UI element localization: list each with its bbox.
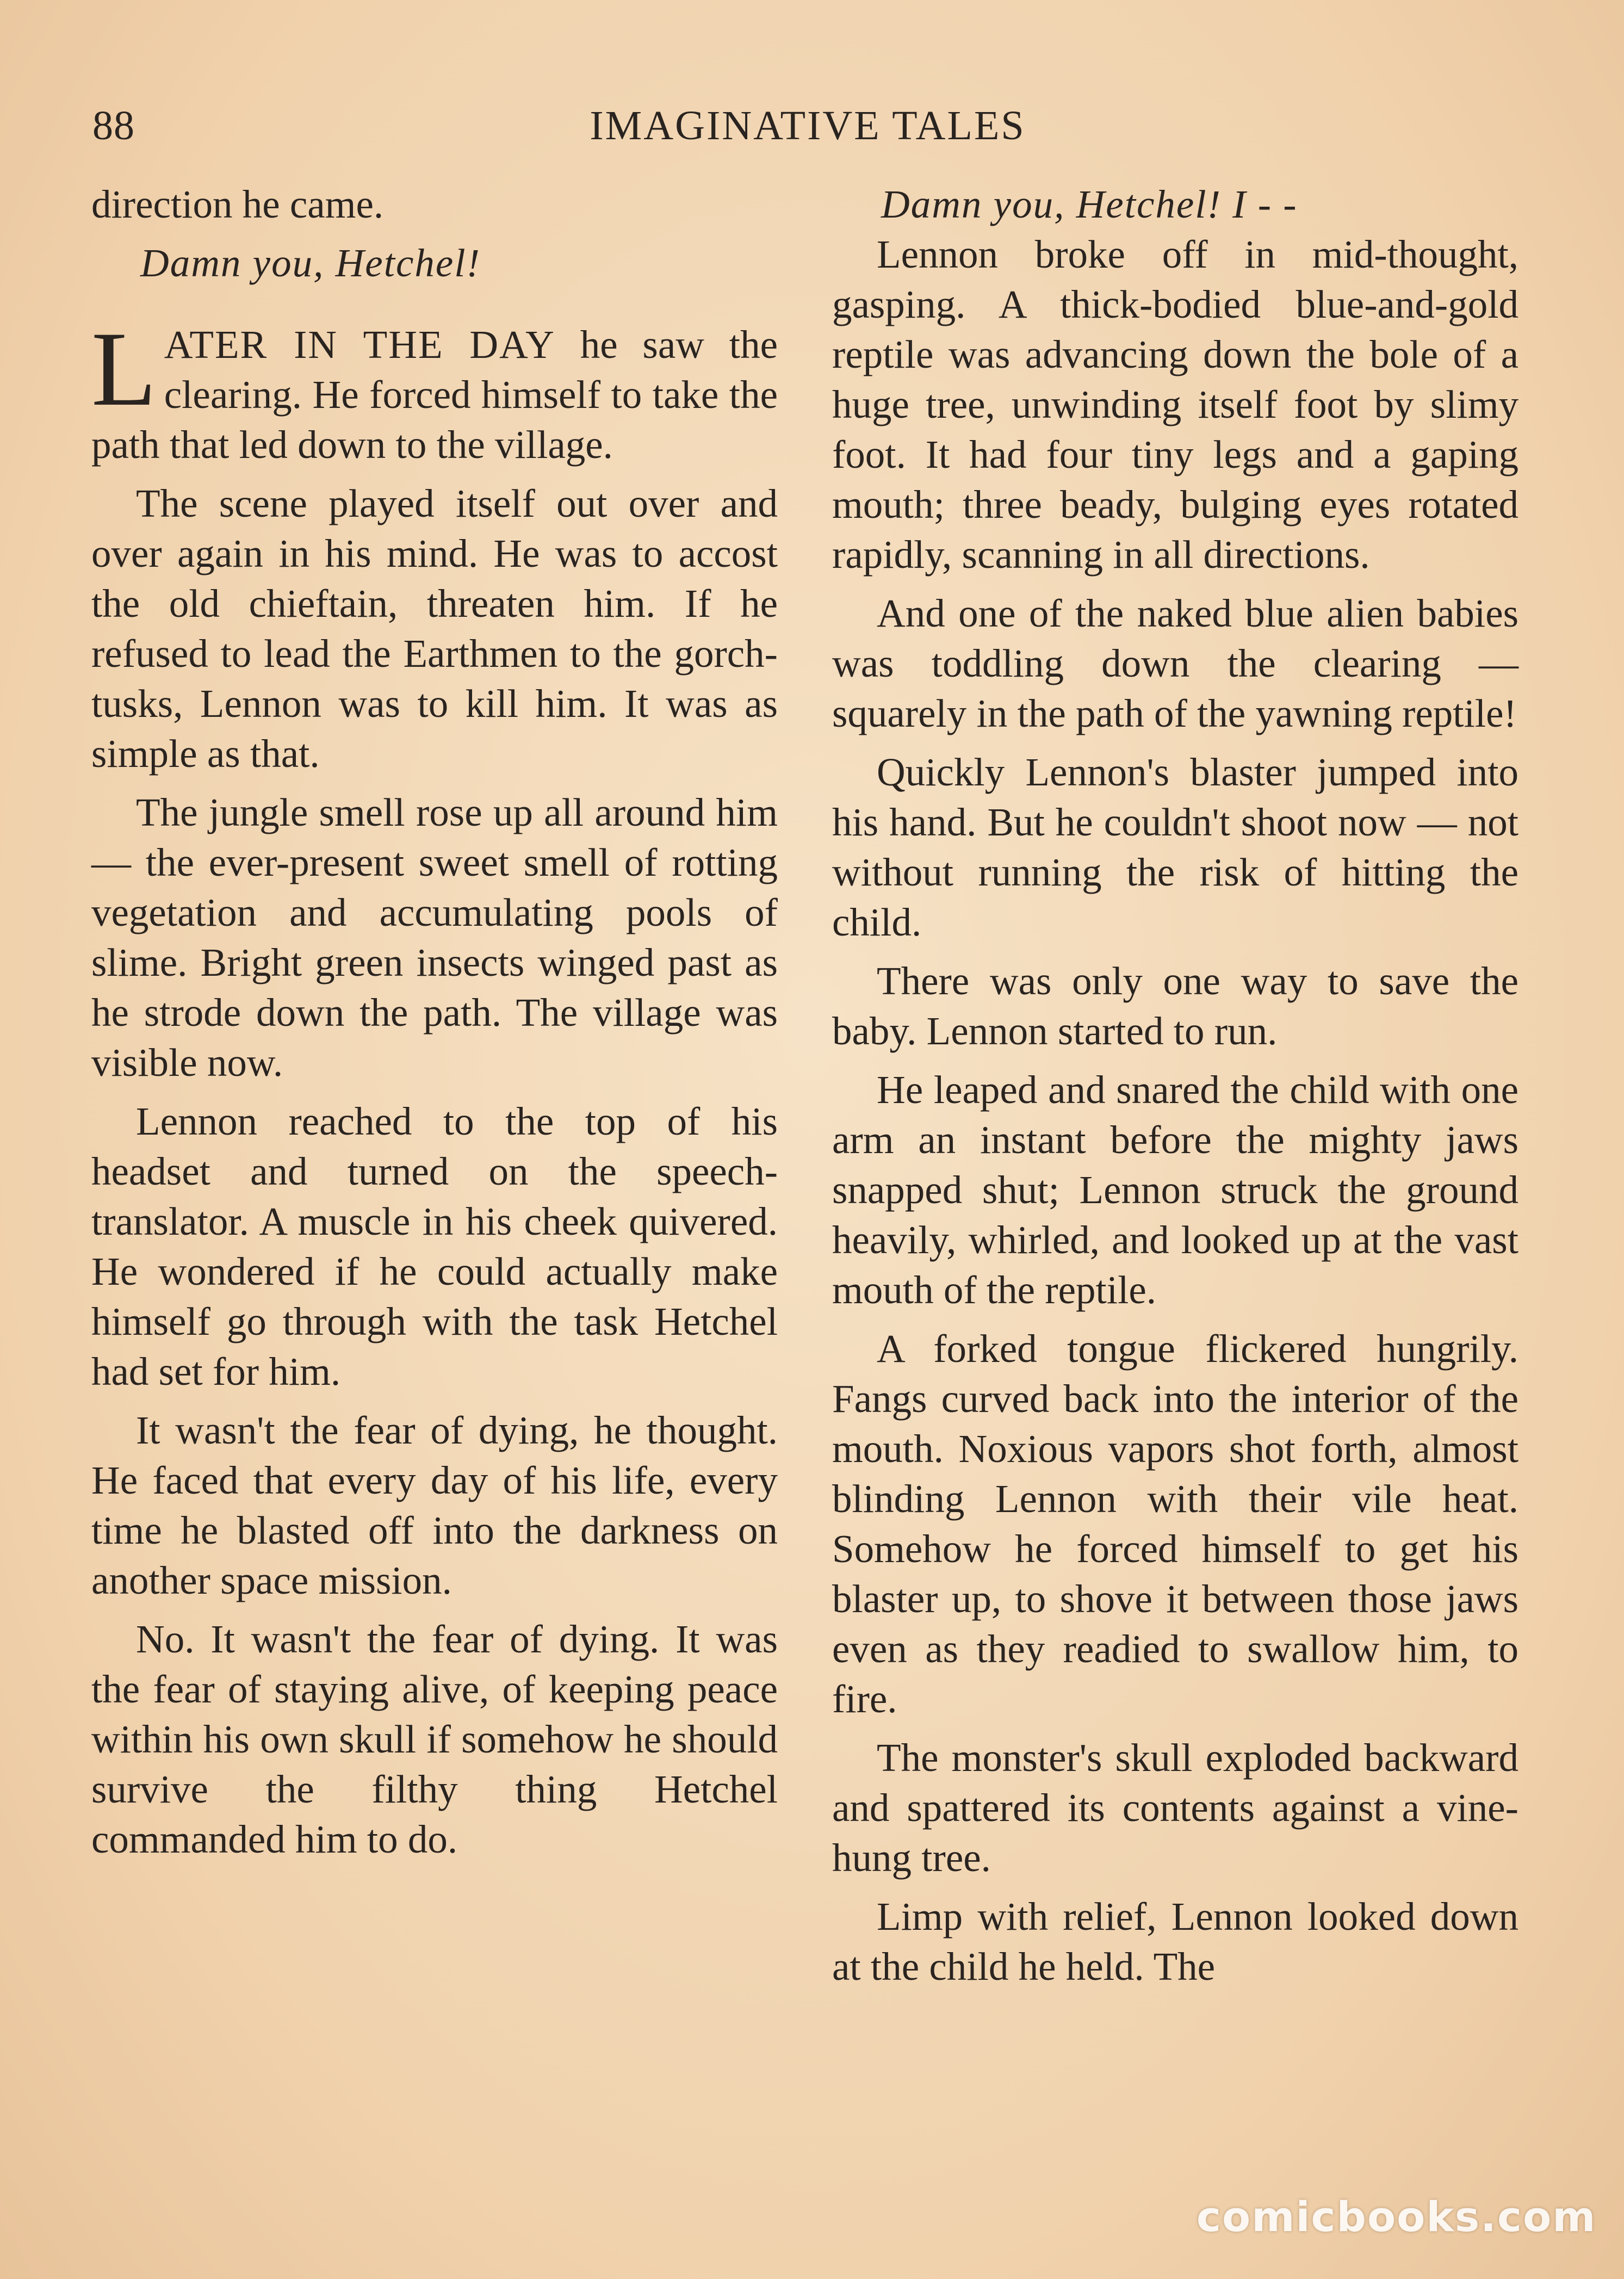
page-header	[92, 102, 1523, 162]
drop-cap: L	[91, 310, 157, 428]
paragraph: It wasn't the fear of dying, he thought. He faced that every day of his life, every time he blasted off into the darkness on another space mission.	[91, 1408, 778, 1602]
paragraph: And one of the naked blue alien babies was toddling down the clearing — squarely in the path of the yawning reptile!	[832, 591, 1518, 735]
paragraph: direction he came.	[91, 182, 384, 226]
paragraph: Lennon broke off in mid-thought, gasping. A thick-bodied blue-and-gold reptile was advancing down the bole of a huge tree, unwinding itself foot by slimy foot. It had four tiny legs and a gaping mouth; three beady, bulging eyes rotated rapidly, scanning in all directions.	[832, 232, 1518, 577]
lead-in: ATER IN THE DAY	[164, 323, 555, 367]
watermark-logo: comicbooks.com	[1197, 2192, 1597, 2241]
paragraph: Lennon reached to the top of his headset and turned on the speech-translator. A muscle in his cheek quivered. He wondered if he could actually make himself go through with the task Hetchel had set for him.	[91, 1099, 778, 1394]
paragraph: Limp with relief, Lennon looked down at the child he held. The	[832, 1894, 1518, 1989]
paragraph: The monster's skull exploded backward and spattered its contents against a vine-hung tree.	[832, 1736, 1518, 1880]
paragraph: The scene played itself out over and over again in his mind. He was to accost the old chieftain, threaten him. If he refused to lead the Earthmen to the gorch-tusks, Lennon was to kill him. It was as simple as that.	[91, 481, 778, 776]
paragraph: There was only one way to save the baby. Lennon started to run.	[832, 959, 1518, 1053]
paragraph: The jungle smell rose up all around him — the ever-present sweet smell of rotting vegetation and accumulating pools of slime. Bright green insects winged past as he strode down the path. The village was visible now.	[91, 790, 778, 1085]
italic-thought: Damn you, Hetchel!	[140, 241, 481, 285]
italic-thought: Damn you, Hetchel! I - -	[881, 182, 1298, 226]
page-number: 88	[92, 103, 135, 148]
paragraph: A forked tongue flickered hungrily. Fangs curved back into the interior of the mouth. Noxious vapors shot forth, almost blinding Lennon with their vile heat. Somehow he forced himself to get his blaster up, to shove it between those jaws even as they readied to swallow him, to fire.	[832, 1327, 1518, 1721]
running-title: IMAGINATIVE TALES	[590, 103, 1026, 148]
paragraph: No. It wasn't the fear of dying. It was the fear of staying alive, of keeping peace within his own skull if somehow he should survive the filthy thing Hetchel commanded him to do.	[91, 1617, 778, 1861]
left-column	[91, 179, 778, 1873]
paragraph: Quickly Lennon's blaster jumped into his hand. But he couldn't shoot now — not without running the risk of hitting the child.	[832, 750, 1518, 944]
paragraph-dropcap	[91, 310, 778, 470]
paragraph: He leaped and snared the child with one arm an instant before the mighty jaws snapped shut; Lennon struck the ground heavily, whirled, and looked up at the vast mouth of the reptile.	[832, 1068, 1518, 1312]
right-column	[832, 179, 1518, 2001]
paragraph-text: he saw the clearing. He forced himself to take the path that led down to the village.	[91, 323, 778, 467]
